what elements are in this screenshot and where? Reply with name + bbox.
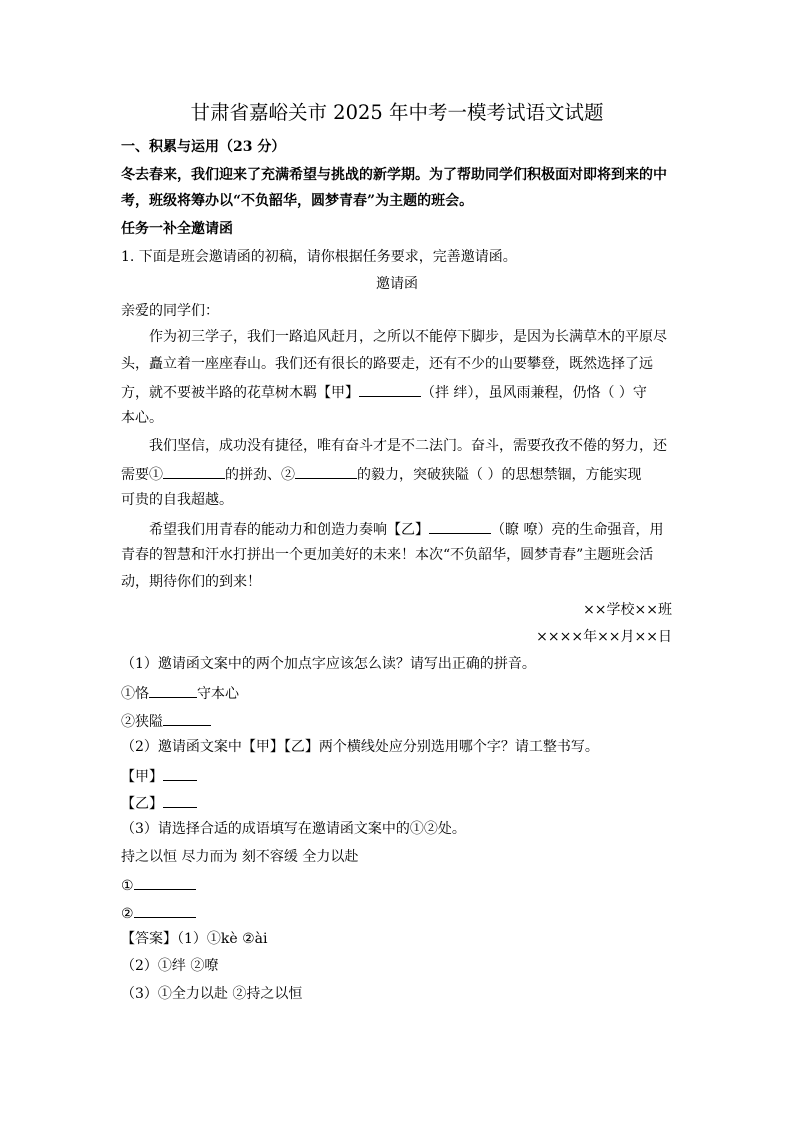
task-heading: 任务一补全邀请函: [121, 221, 233, 237]
sub2-blank-a: [163, 766, 197, 781]
letter-sign-date: ××××年××月××日: [536, 629, 672, 645]
answer-line-3: （3）①全力以赴 ②持之以恒: [121, 986, 303, 1002]
blank-2: [295, 464, 357, 479]
intro-line-1: 冬去春来，我们迎来了充满希望与挑战的新学期。为了帮助同学们积极面对即将到来的中: [121, 167, 667, 183]
sub3-item-a-label: ①: [121, 878, 134, 894]
sub2-prompt: （2）邀请函文案中【甲】【乙】两个横线处应分别选用哪个字？请工整书写。: [121, 739, 599, 755]
letter-p2-line-2-part-a: 需要①: [121, 467, 163, 483]
sub3-options: 持之以恒 尽力而为 刻不容缓 全力以赴: [121, 849, 359, 865]
question-1: 1. 下面是班会邀请函的初稿，请你根据任务要求，完善邀请函。: [121, 249, 517, 265]
letter-p3-line-1-end: （瞭 嘹）亮的生命强音，用: [491, 522, 664, 538]
sub2-item-b: [121, 793, 197, 813]
letter-sign-class: ××学校××班: [583, 602, 672, 618]
letter-p2-line-3: 可贵的自我超越。: [121, 492, 233, 508]
letter-title: 邀请函: [376, 276, 418, 292]
sub3-item-b: [121, 903, 196, 923]
sub1-item-b: [121, 711, 211, 731]
sub3-item-b-label: ②: [121, 906, 134, 922]
letter-p1-line-3-end: （拌 绊），虽风雨兼程，仍恪（ ）守: [421, 385, 647, 401]
sub3-item-a: [121, 875, 196, 895]
page-title: 甘肃省嘉峪关市 2025 年中考一模考试语文试题: [190, 101, 604, 124]
sub1-prompt: （1）邀请函文案中的两个加点字应该怎么读？请写出正确的拼音。: [121, 656, 536, 672]
section-heading: 一、积累与运用（23 分）: [121, 139, 286, 155]
sub1-item-a-tail: 守本心: [197, 686, 239, 702]
letter-p2-line-2-part-b: 的拼劲、②: [225, 467, 295, 483]
blank-jia: [359, 382, 421, 397]
letter-p1-line-1: 作为初三学子，我们一路追风赶月，之所以不能停下脚步，是因为长满草木的平原尽: [149, 329, 667, 345]
blank-1: [163, 464, 225, 479]
answer-line-2: （2）①绊 ②嘹: [121, 958, 219, 974]
letter-p1-line-3-start: 方，就不要被半路的花草树木羁【甲】: [121, 385, 359, 401]
letter-p3-line-2: 青春的智慧和汗水打拼出一个更加美好的未来！本次“不负韶华，圆梦青春”主题班会活: [121, 547, 654, 563]
sub1-item-a-label: ①恪: [121, 686, 149, 702]
letter-p2-line-2: [121, 464, 641, 484]
answer-label: 【答案】: [121, 931, 177, 947]
sub2-item-b-label: 【乙】: [121, 796, 163, 812]
letter-p1-line-3: [121, 382, 647, 402]
letter-p1-line-2: 头，矗立着一座座春山。我们还有很长的路要走，还有不少的山要攀登，既然选择了远: [121, 356, 653, 372]
letter-p3-line-3: 动，期待你们的到来！: [121, 574, 261, 590]
sub2-item-a-label: 【甲】: [121, 769, 163, 785]
sub3-prompt: （3）请选择合适的成语填写在邀请函文案中的①②处。: [121, 821, 466, 837]
letter-p2-line-2-part-c: 的毅力，突破狭隘（ ）的思想禁锢，方能实现: [357, 467, 642, 483]
sub2-item-a: [121, 766, 197, 786]
letter-greeting: 亲爱的同学们：: [121, 303, 219, 319]
sub3-blank-b: [134, 903, 196, 918]
sub1-item-b-label: ②狭隘: [121, 714, 163, 730]
sub3-blank-a: [134, 875, 196, 890]
letter-p2-line-1: 我们坚信，成功没有捷径，唯有奋斗才是不二法门。奋斗，需要孜孜不倦的努力，还: [149, 438, 667, 454]
letter-p3-line-1: [149, 519, 663, 539]
answer-line-1: [121, 930, 268, 948]
intro-line-2: 考，班级将筹办以“不负韶华，圆梦青春”为主题的班会。: [121, 193, 474, 209]
sub2-blank-b: [163, 793, 197, 808]
sub1-item-a: [121, 683, 239, 703]
blank-yi: [429, 519, 491, 534]
sub1-blank-b: [163, 711, 211, 726]
sub1-blank-a: [149, 683, 197, 698]
letter-p1-line-4: 本心。: [121, 410, 163, 426]
answer-1-text: （1）①kè ②ài: [177, 931, 268, 947]
letter-p3-line-1-start: 希望我们用青春的能动力和创造力奏响【乙】: [149, 522, 429, 538]
